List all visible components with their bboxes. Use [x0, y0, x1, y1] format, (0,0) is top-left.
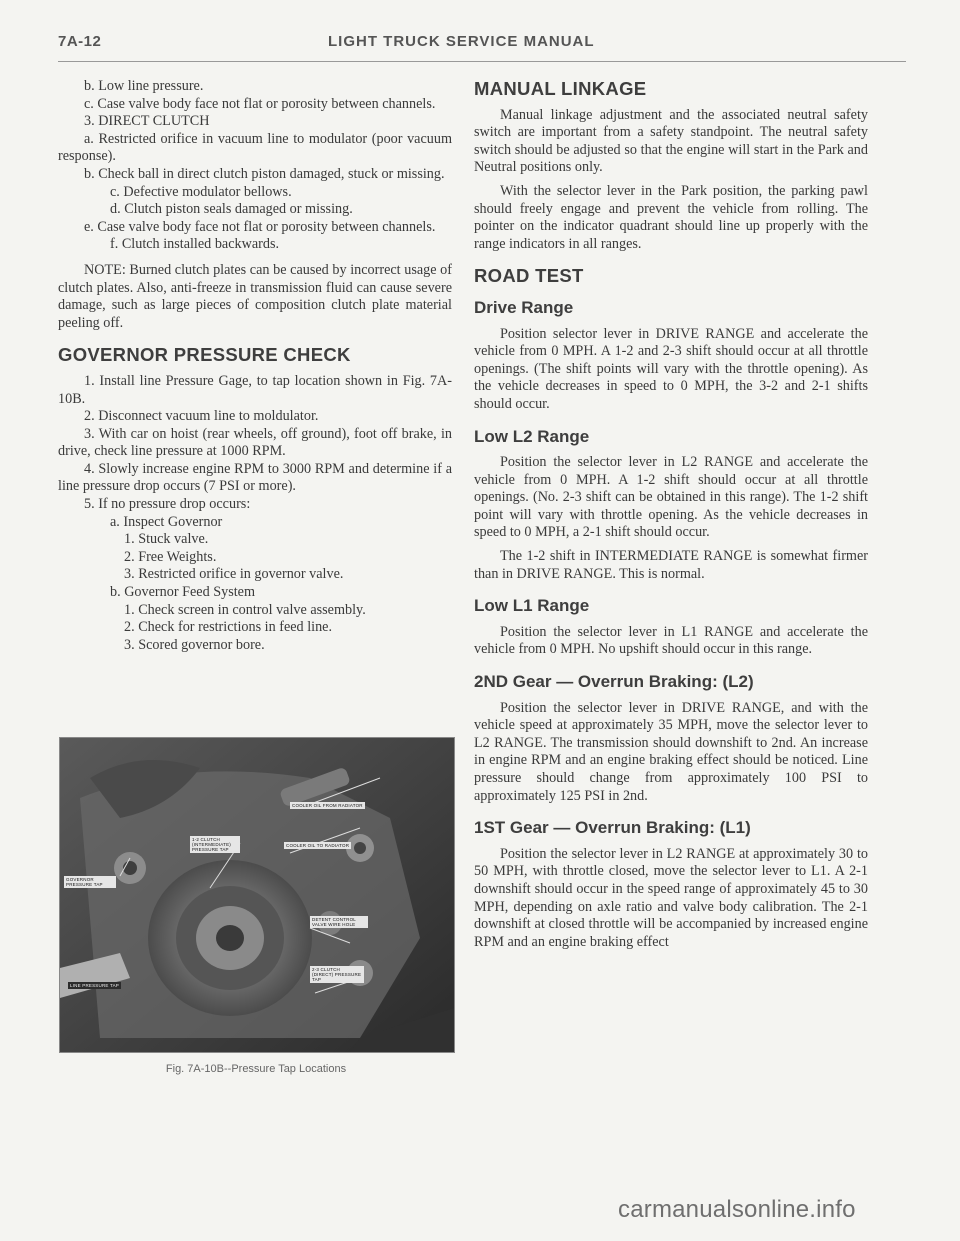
page-header — [58, 33, 908, 53]
list-item: b. Low line pressure. — [84, 78, 204, 94]
right-column — [474, 78, 868, 951]
list-item: 2. Disconnect vacuum line to moldulator. — [84, 408, 319, 425]
figure-photo — [59, 737, 455, 1053]
list-item: 3. With car on hoist (rear wheels, off ground), foot off brake, in drive, check line pressure at 1000 RPM. — [58, 425, 452, 460]
list-item: 3. Scored governor bore. — [124, 636, 265, 653]
list-item: b. Governor Feed System — [110, 584, 256, 601]
watermark-link[interactable]: carmanualsonline.info — [618, 1196, 856, 1223]
list-item: 1. Stuck valve. — [124, 531, 209, 548]
list-item: 1. Install line Pressure Gage, to tap location shown in Fig. 7A-10B. — [58, 372, 452, 407]
header-rule — [58, 61, 906, 62]
governor-heading: GOVERNOR PRESSURE CHECK — [58, 344, 351, 366]
list-item: 3. Restricted orifice in governor valve. — [124, 566, 344, 583]
list-item: f. Clutch installed backwards. — [110, 236, 280, 253]
low-l1-heading: Low L1 Range — [474, 596, 590, 616]
low-l1-text: Position the selector lever in L1 RANGE and accelerate the vehicle from 0 MPH. No upshift should occur in this range. — [474, 623, 868, 658]
callout-cooler-from: COOLER OIL FROM RADIATOR — [292, 803, 363, 808]
list-item: 5. If no pressure drop occurs: — [84, 496, 251, 513]
low-l2-heading: Low L2 Range — [474, 426, 590, 446]
governor-steps — [58, 373, 452, 655]
list-item: d. Clutch piston seals damaged or missing. — [110, 201, 353, 218]
list-item: e. Case valve body face not flat or porosity between channels. — [84, 218, 436, 235]
list-item: a. Inspect Governor — [110, 513, 223, 530]
callout-intermediate: 1-2 CLUTCH (INTERMEDIATE) PRESSURE TAP — [190, 836, 240, 853]
note-paragraph: NOTE: Burned clutch plates can be caused by incorrect usage of clutch plates. Also, anti-freeze in transmission fluid can cause severe damage, such as large pieces of composition clutch plate material peeling off. — [58, 261, 452, 331]
list-item: a. Restricted orifice in vacuum line to modulator (poor vacuum response). — [58, 130, 452, 165]
second-gear-text: Position the selector lever in DRIVE RANGE, and with the vehicle speed at approximately 35 MPH, move the selector lever to L2 RANGE. The transmission should downshift to 2nd. An increase in engine RPM and an engine braking effect should be noticed. Line pressure should change from approximately 100 PSI to approximately 125 PSI in 2nd. — [474, 699, 868, 804]
drive-range-heading: Drive Range — [474, 297, 574, 317]
figure-caption: Fig. 7A-10B--Pressure Tap Locations — [165, 1063, 347, 1075]
first-gear-heading: 1ST Gear — Overrun Braking: (L1) — [474, 818, 751, 838]
drive-range-text: Position selector lever in DRIVE RANGE and accelerate the vehicle from 0 MPH. A 1-2 and 2-3 shift should occur at all throttle openings. (The shift points will vary with the throttle opening). As the vehicle decreases in speed to 0 MPH, the 3-2 and 2-1 shifts should occur. — [474, 325, 868, 412]
list-item: 3. DIRECT CLUTCH — [84, 113, 210, 130]
low-l2-text: Position the selector lever in L2 RANGE and accelerate the vehicle from 0 MPH. A 1-2 shift should occur at all throttle openings. (No. 2-3 shift can be obtained in this range). The 1-2 shift point will vary with throttle opening. As the vehicle decreases in speed to 0 MPH, a 2-1 shift should occur. — [474, 454, 868, 541]
list-item: 2. Check for restrictions in feed line. — [124, 619, 333, 636]
list-item: 4. Slowly increase engine RPM to 3000 RPM and determine if a line pressure drop occurs (7 PSI or more). — [58, 460, 452, 495]
callout-line: LINE PRESSURE TAP — [70, 983, 119, 988]
list-item: 1. Check screen in control valve assembly. — [124, 601, 366, 618]
manual-linkage-heading: MANUAL LINKAGE — [474, 78, 647, 99]
list-item: b. Check ball in direct clutch piston damaged, stuck or missing. — [84, 165, 445, 182]
manual-linkage-p2: With the selector lever in the Park position, the parking pawl should freely engage and prevent the vehicle from rolling. The pointer on the indicator quadrant should line up properly with the range indicators in all ranges. — [474, 182, 868, 252]
callout-detent: DETENT CONTROL VALVE WIRE HOLE — [310, 916, 368, 928]
manual-linkage-p1: Manual linkage adjustment and the associated neutral safety switch are important from a safety standpoint. The neutral safety switch should be adjusted so that the engine will start in the Park and Neutral positions only. — [474, 106, 868, 176]
transmission-photo — [60, 738, 454, 1052]
list-item: c. Case valve body face not flat or porosity between channels. — [84, 95, 436, 112]
callout-governor: GOVERNOR PRESSURE TAP — [64, 876, 116, 888]
road-test-heading: ROAD TEST — [474, 265, 584, 287]
first-gear-text: Position the selector lever in L2 RANGE at approximately 30 to 50 MPH, with throttle closed, move the selector lever to L1. A 2-1 downshift should occur in the speed range of approximately 45 to 30 MPH, depending on axle ratio and valve body calibration. The 2-1 downshift at closed throttle will be accompanied by increased engine RPM and an engine braking effect — [474, 845, 868, 950]
list-item: c. Defective modulator bellows. — [110, 183, 292, 200]
left-column — [58, 78, 452, 654]
callout-cooler-to: COOLER OIL TO RADIATOR — [286, 843, 350, 848]
low-l2-note: The 1-2 shift in INTERMEDIATE RANGE is somewhat firmer than in DRIVE RANGE. This is normal. — [474, 548, 868, 582]
page-number: 7A-12 — [58, 33, 102, 50]
second-gear-heading: 2ND Gear — Overrun Braking: (L2) — [474, 672, 754, 692]
list-item: 2. Free Weights. — [124, 548, 217, 565]
callout-direct: 2-3 CLUTCH (DIRECT) PRESSURE TAP — [310, 966, 364, 983]
left-list — [58, 78, 452, 254]
running-head: LIGHT TRUCK SERVICE MANUAL — [328, 33, 595, 50]
